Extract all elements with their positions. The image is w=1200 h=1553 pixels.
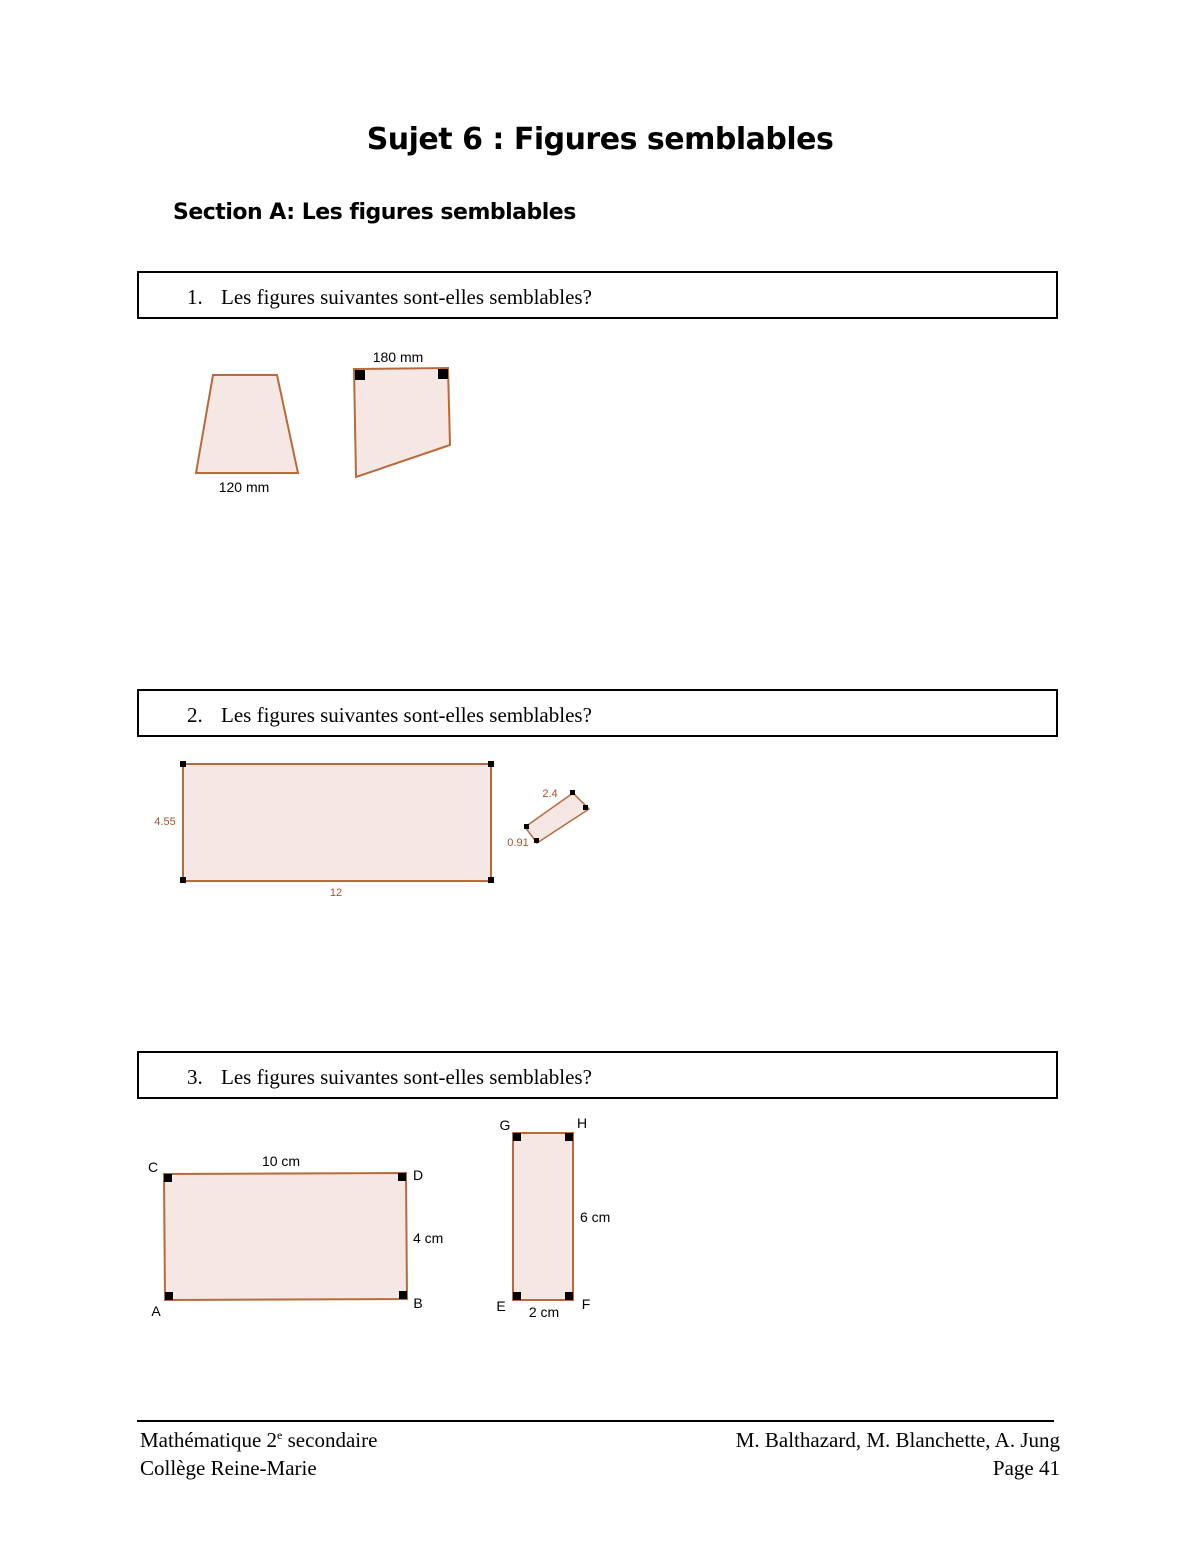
q3-right-angle-marker (165, 1292, 173, 1300)
question-2-text: Les figures suivantes sont-elles semblables? (221, 703, 592, 727)
q2-corner-marker (488, 761, 494, 767)
footer-authors: M. Balthazard, M. Blanchette, A. Jung (735, 1428, 1060, 1452)
q3-vertex-a: A (151, 1303, 161, 1319)
q3-right-angle-marker (398, 1173, 406, 1181)
q3-label-height-2: 6 cm (580, 1209, 611, 1225)
section-title: Section A: Les figures semblables (173, 200, 576, 225)
footer-course (140, 1428, 377, 1453)
q3-vertex-e: E (496, 1298, 506, 1314)
q2-large-rectangle (183, 764, 491, 881)
q2-small-rectangle (525, 793, 589, 843)
q3-vertex-b: B (413, 1295, 423, 1311)
footer-school: Collège Reine-Marie (140, 1456, 317, 1480)
q2-corner-marker (570, 790, 575, 795)
q1-quadrilateral (354, 368, 450, 477)
question-2-number: 2. (187, 703, 203, 727)
question-1-number: 1. (187, 285, 203, 309)
question-1-text: Les figures suivantes sont-elles semblables? (221, 285, 592, 309)
q1-label-top: 180 mm (372, 349, 424, 365)
q3-vertex-h: H (576, 1115, 588, 1131)
question-3-number: 3. (187, 1065, 203, 1089)
footer-divider (137, 1420, 1054, 1422)
question-3-text: Les figures suivantes sont-elles semblables? (221, 1065, 592, 1089)
q2-corner-marker (583, 805, 588, 810)
q3-vertex-d: D (412, 1167, 424, 1183)
q1-right-angle-marker-left (355, 370, 365, 380)
q3-label-height-1: 4 cm (413, 1230, 444, 1246)
q2-corner-marker (180, 761, 186, 767)
page-title: Sujet 6 : Figures semblables (366, 122, 834, 157)
q3-vertex-f: F (581, 1296, 591, 1312)
q3-right-angle-marker (513, 1133, 521, 1141)
q2-corner-marker (534, 838, 539, 843)
q2-corner-marker (524, 824, 529, 829)
q1-right-angle-marker-right (438, 369, 448, 379)
footer-page-number: Page 41 (992, 1456, 1060, 1480)
footer-course-name: Mathématique 2 (140, 1428, 278, 1452)
q3-rectangle-efgh (513, 1133, 573, 1300)
footer-course-sup: e (277, 1428, 283, 1442)
q1-trapezoid (196, 375, 298, 473)
q3-vertex-c: C (147, 1159, 159, 1175)
q3-right-angle-marker (164, 1174, 172, 1182)
q2-label-width-large: 12 (329, 887, 343, 899)
q2-label-height-large: 4.55 (154, 816, 176, 828)
q2-corner-marker (488, 877, 494, 883)
q3-right-angle-marker (565, 1292, 573, 1300)
q3-right-angle-marker (565, 1133, 573, 1141)
q3-label-width-1: 10 cm (261, 1153, 301, 1169)
q3-right-angle-marker (399, 1291, 407, 1299)
q3-right-angle-marker (513, 1292, 521, 1300)
q3-label-width-2: 2 cm (528, 1304, 560, 1320)
q1-label-bottom: 120 mm (218, 479, 270, 495)
footer-course-level: secondaire (282, 1428, 378, 1452)
q3-rectangle-abcd (164, 1173, 407, 1300)
q2-corner-marker (180, 877, 186, 883)
q2-label-height-small: 0.91 (507, 837, 529, 849)
q3-vertex-g: G (499, 1117, 511, 1133)
q2-label-width-small: 2.4 (542, 788, 558, 800)
